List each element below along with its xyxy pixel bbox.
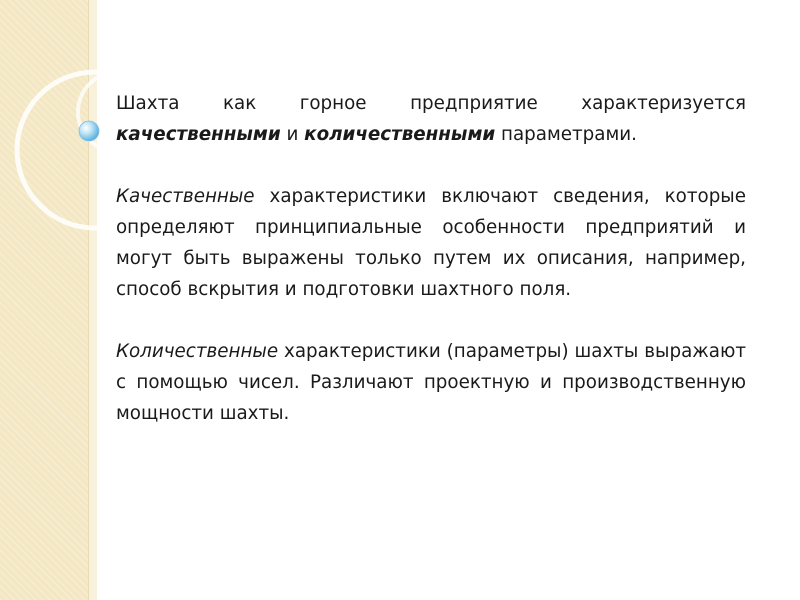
term-quantitative: Количественные <box>116 341 279 362</box>
text-emphasis-quantitative: количественными <box>304 124 496 145</box>
paragraph-intro <box>116 88 746 150</box>
term-qualitative: Качественные <box>116 186 255 207</box>
slide-text <box>116 88 746 429</box>
text-span: Шахта как горное предприятие характеризуется <box>116 93 746 114</box>
text-span: параметрами. <box>495 124 637 145</box>
text-span: характеристики включают сведения, которые определяют принципиальные особенности предприятий и могут быть выражены только путем их описания, например, способ вскрытия и подготовки шахтного поля. <box>116 186 746 300</box>
paragraph-quantitative <box>116 336 746 429</box>
text-span: и <box>280 124 305 145</box>
paragraph-qualitative <box>116 181 746 305</box>
text-span: характеристики (параметры) шахты выражают с помощью чисел. Различают проектную и производственную мощности шахты. <box>116 341 746 424</box>
bubble-icon <box>79 121 99 141</box>
text-emphasis-qualitative: качественными <box>116 124 281 145</box>
